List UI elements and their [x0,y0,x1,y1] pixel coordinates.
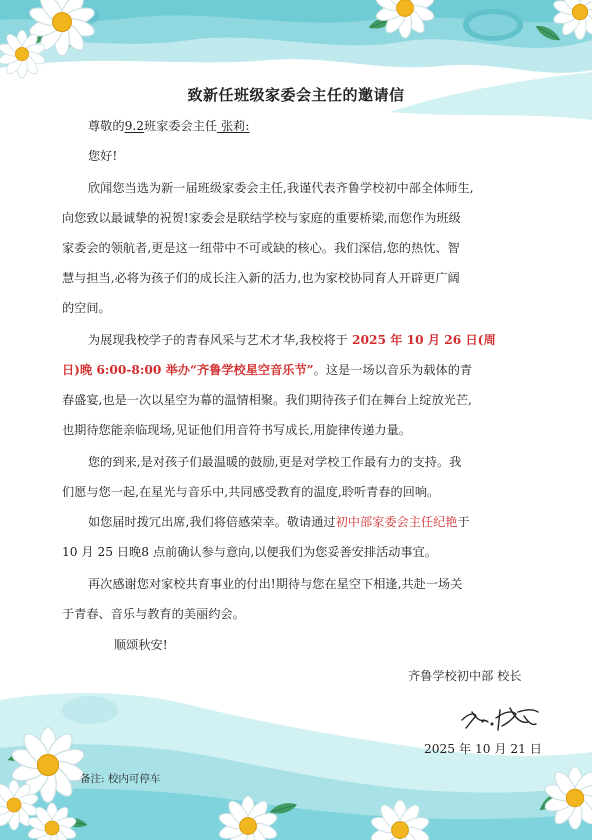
footnote: 备注: 校内可停车 [80,773,161,785]
paragraph-2-line-1 [88,332,496,348]
greeting-prefix: 尊敬的 [88,119,125,133]
paragraph-2-text-a: 为展现我校学子的青春风采与艺术才华,我校将于 [88,333,348,347]
paragraph-5-line-2: 于青春、音乐与教育的美丽约会。 [62,607,245,621]
paragraph-2-line-4: 也期待您能亲临现场,见证他们用音符书写成长,用旋律传递力量。 [62,423,411,437]
letter-title: 致新任班级家委会主任的邀请信 [187,86,405,104]
paragraph-1-line-4: 慧与担当,必将为孩子们的成长注入新的活力,也为家校协同育人开辟更广阔 [62,271,460,285]
paragraph-4-text-a: 如您届时拨冗出席,我们将倍感荣幸。敬请通过 [88,515,336,529]
paragraph-1-line-3: 家委会的领航者,更是这一纽带中不可或缺的核心。我们深信,您的热忱、智 [62,241,460,255]
greeting-name: 张莉: [217,119,250,133]
contact-person-highlight: 初中部家委会主任纪艳 [335,515,458,529]
letter-date: 2025 年 10 月 21 日 [424,742,542,756]
paragraph-1-line-1: 欣闻您当选为新一届班级家委会主任,我谨代表齐鲁学校初中部全体师生, [88,181,474,195]
handwritten-signature [458,700,542,734]
paragraph-2-line-3: 春盛宴,也是一次以星空为幕的温情相聚。我们期待孩子们在舞台上绽放光芒, [62,393,472,407]
paragraph-5-line-1: 再次感谢您对家校共育事业的付出!期待与您在星空下相逢,共赴一场关 [88,577,463,591]
paragraph-2-line-2 [62,362,472,378]
closing-line: 顺颂秋安! [114,638,168,652]
greeting-role: 班家委会主任 [143,119,218,133]
paragraph-1-line-2: 向您致以最诚挚的祝贺!家委会是联结学校与家庭的重要桥梁,而您作为班级 [62,211,461,225]
paragraph-4-text-b: 于 [457,515,470,529]
event-date-highlight: 2025 年 10 月 26 日(周 [347,333,496,347]
signer-line: 齐鲁学校初中部 校长 [408,669,522,683]
paragraph-1-line-5: 的空间。 [62,301,111,315]
event-time-highlight: 日)晚 6:00-8:00 举办“齐鲁学校星空音乐节” [62,363,314,377]
greeting-class: 9.2 [124,119,144,133]
paragraph-4-line-1 [88,514,470,530]
greeting-line [88,118,249,134]
paragraph-3-line-1: 您的到来,是对孩子们最温暖的鼓励,更是对学校工作最有力的支持。我 [88,455,462,469]
hello-line: 您好! [88,149,118,163]
paragraph-4-line-2: 10 月 25 日晚8 点前确认参与意向,以便我们为您妥善安排活动事宜。 [62,545,438,559]
paragraph-3-line-2: 们愿与您一起,在星光与音乐中,共同感受教育的温度,聆听青春的回响。 [62,485,440,499]
paragraph-2-text-b: 。这是一场以音乐为载体的青 [313,363,473,377]
